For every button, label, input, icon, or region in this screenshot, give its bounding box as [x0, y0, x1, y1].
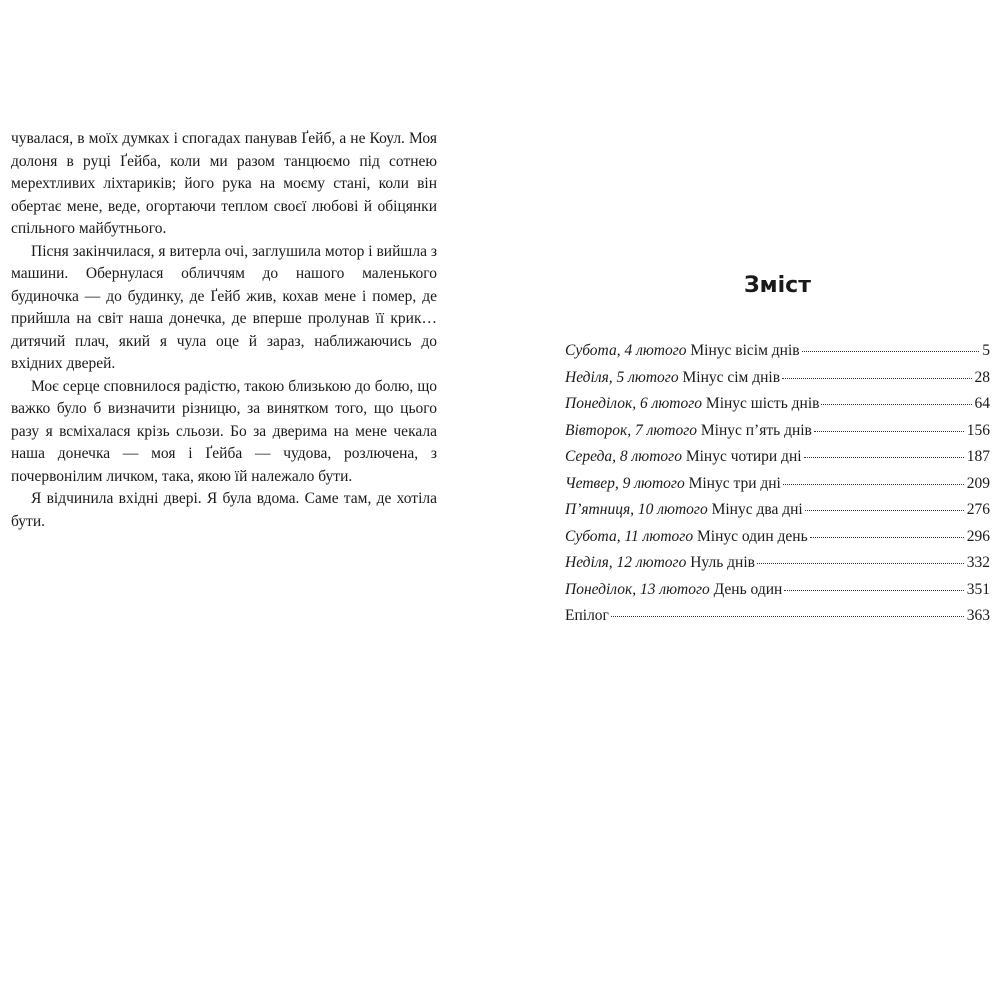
story-paragraph: чувалася, в моїх думках і спогадах панував Ґейб, а не Коул. Моя долоня в руці Ґейба, коли ми разом танцюємо під сотнею мерехтливих ліхтариків; його рука на моєму стані, коли він обертає мене, веде, огортаючи теплом своєї любові й обіцянки спільного майбутнього. — [11, 130, 437, 237]
story-paragraph: Я відчинила вхідні двері. Я була вдома. Саме там, де хотіла бути. — [11, 490, 437, 530]
toc-entry-title: Мінус один день — [696, 527, 808, 545]
toc-entry-day: Субота, 11 лютого — [565, 527, 694, 545]
toc-entry[interactable] — [565, 501, 990, 528]
toc-entry[interactable] — [565, 475, 990, 502]
toc-entry-title: Мінус шість днів — [705, 395, 820, 412]
toc-leader — [784, 590, 963, 591]
toc-entry-title: Мінус п’ять днів — [700, 421, 812, 439]
toc-entry-day: П’ятниця, 10 лютого — [565, 501, 708, 518]
toc-entry-day: Субота, 4 лютого — [565, 342, 687, 359]
toc-entry-day: Вівторок, 7 лютого — [565, 421, 697, 439]
toc-entry-page: 276 — [966, 501, 990, 518]
toc-entry-day: Неділя, 5 лютого — [565, 368, 679, 386]
toc-entry-epilogue[interactable] — [565, 607, 990, 634]
story-paragraph: Пісня закінчилася, я витерла очі, заглушила мотор і вийшла з машини. Обернулася обличчям до нашого маленького будиночка — до будинку, де Ґейб жив, кохав мене і помер, де прийшла на світ наша донечка, де вперше пролунав її крик… дитячий плач, який я чула оце й зараз, наближаючись до вхідних дверей. — [11, 242, 437, 372]
toc-leader — [802, 351, 980, 352]
toc-entry[interactable] — [565, 581, 990, 608]
toc-entry-title: Мінус два дні — [711, 501, 803, 518]
toc-leader — [782, 378, 971, 379]
toc-leader — [821, 404, 971, 405]
toc-entry-title: Мінус чотири дні — [685, 448, 802, 465]
toc-entry-page: 351 — [966, 580, 990, 598]
toc-leader — [805, 510, 964, 511]
toc-entry[interactable] — [565, 422, 990, 449]
toc-entry-page: 64 — [974, 395, 990, 412]
toc-page — [565, 270, 990, 634]
toc-leader — [804, 457, 964, 458]
story-page — [11, 128, 437, 533]
toc-entry-title: Мінус три дні — [688, 474, 781, 492]
toc-entry-title: Епілог — [565, 607, 609, 624]
toc-list — [565, 342, 990, 634]
toc-entry-title: Мінус сім днів — [682, 368, 781, 386]
toc-leader — [757, 563, 964, 564]
toc-entry-day: Неділя, 12 лютого — [565, 554, 687, 571]
toc-entry-page: 5 — [982, 342, 990, 359]
toc-entry[interactable] — [565, 448, 990, 475]
toc-entry-page: 363 — [966, 607, 990, 624]
toc-entry-day: Понеділок, 13 лютого — [565, 580, 710, 598]
toc-entry-title: Нуль днів — [690, 554, 755, 571]
toc-entry-day: Понеділок, 6 лютого — [565, 395, 703, 412]
toc-leader — [810, 537, 964, 538]
toc-entry-day: Середа, 8 лютого — [565, 448, 682, 465]
toc-entry-page: 209 — [966, 474, 990, 492]
toc-leader — [783, 484, 964, 485]
toc-entry-page: 28 — [974, 368, 990, 386]
toc-entry-title: Мінус вісім днів — [690, 342, 800, 359]
story-paragraph: Моє серце сповнилося радістю, такою близькою до болю, що важко було б визначити різницю, за винятком того, що цього разу я всміхалася крізь сльози. Бо за дверима на мене чекала наша донечка — моя і Ґейба — чудова, розлючена, з почервонілим личком, така, якою їй належало бути. — [11, 377, 437, 485]
toc-entry[interactable] — [565, 395, 990, 422]
toc-entry-page: 332 — [966, 554, 990, 571]
toc-entry-title: День один — [713, 580, 783, 598]
toc-entry-page: 156 — [966, 421, 990, 439]
toc-entry[interactable] — [565, 369, 990, 396]
toc-entry[interactable] — [565, 554, 990, 581]
toc-leader — [814, 431, 964, 432]
toc-leader — [611, 616, 964, 617]
toc-entry[interactable] — [565, 528, 990, 555]
toc-title: Зміст — [744, 273, 811, 298]
toc-entry-day: Четвер, 9 лютого — [565, 474, 685, 492]
toc-entry-page: 187 — [966, 448, 990, 465]
toc-entry[interactable] — [565, 342, 990, 369]
toc-entry-page: 296 — [966, 527, 990, 545]
